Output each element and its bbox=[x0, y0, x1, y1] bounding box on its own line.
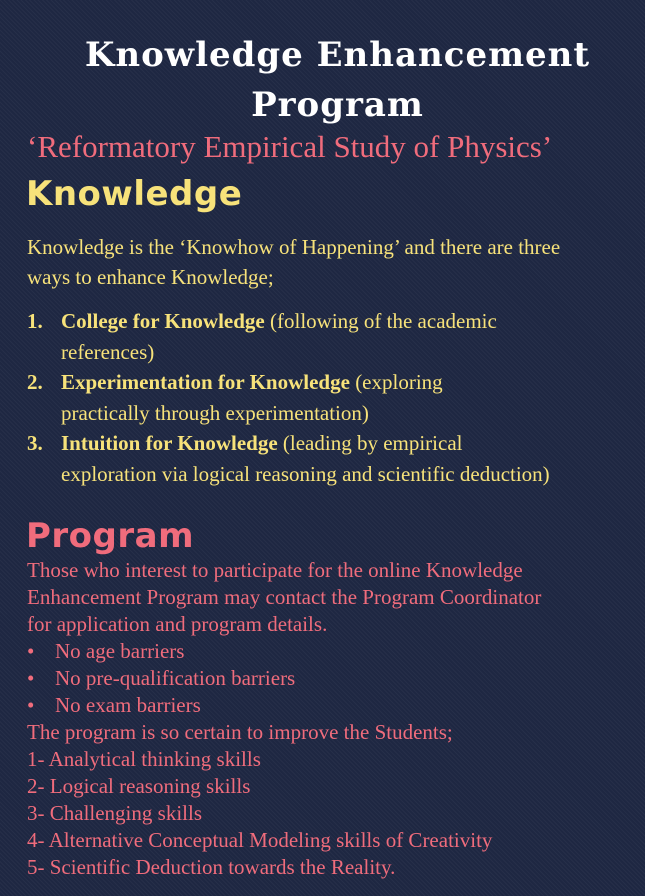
barrier-item bbox=[27, 665, 645, 692]
program-heading: Program bbox=[26, 516, 195, 556]
skill-item: 1- Analytical thinking skills bbox=[27, 747, 261, 771]
bullet-icon: • bbox=[27, 666, 35, 690]
page-title bbox=[0, 30, 645, 130]
item-description: (following of the academic bbox=[264, 309, 497, 333]
item-number: 2. bbox=[27, 370, 43, 394]
item-description-continued: references) bbox=[61, 339, 155, 364]
barrier-text: No pre-qualification barriers bbox=[55, 666, 296, 690]
improve-statement: The program is so certain to improve the Students; bbox=[27, 720, 453, 744]
item-title: Intuition for Knowledge bbox=[61, 431, 278, 455]
skill-item: 5- Scientific Deduction towards the Reality. bbox=[27, 855, 396, 879]
knowledge-way-item bbox=[27, 367, 645, 428]
barrier-text: No age barriers bbox=[55, 639, 185, 663]
item-description: (exploring bbox=[349, 370, 443, 394]
barrier-text: No exam barriers bbox=[55, 693, 201, 717]
title-line-1: Knowledge Enhancement bbox=[84, 35, 591, 75]
title-line-2: Program bbox=[251, 85, 424, 125]
item-number: 1. bbox=[27, 309, 43, 333]
knowledge-intro bbox=[27, 232, 645, 292]
item-description-continued: practically through experimentation) bbox=[61, 400, 369, 425]
subtitle: ‘Reformatory Empirical Study of Physics’ bbox=[27, 129, 553, 164]
barriers-list bbox=[27, 638, 645, 719]
bullet-icon: • bbox=[27, 639, 35, 663]
item-description-continued: exploration via logical reasoning and scientific deduction) bbox=[61, 461, 550, 486]
skill-item: 4- Alternative Conceptual Modeling skills of Creativity bbox=[27, 828, 493, 852]
item-title: College for Knowledge bbox=[61, 309, 265, 333]
knowledge-way-item bbox=[27, 306, 645, 367]
item-title: Experimentation for Knowledge bbox=[61, 370, 350, 394]
item-description: (leading by empirical bbox=[277, 431, 463, 455]
skill-item: 2- Logical reasoning skills bbox=[27, 774, 251, 798]
knowledge-ways-list bbox=[27, 306, 645, 489]
barrier-item bbox=[27, 638, 645, 665]
knowledge-way-item bbox=[27, 428, 645, 489]
knowledge-intro-line-1: Knowledge is the ‘Knowhow of Happening’ and there are three bbox=[27, 235, 561, 259]
program-intro-line-1: Those who interest to participate for the online Knowledge bbox=[27, 558, 523, 582]
bullet-icon: • bbox=[27, 693, 35, 717]
item-number: 3. bbox=[27, 431, 43, 455]
barrier-item bbox=[27, 692, 645, 719]
program-intro-line-3: for application and program details. bbox=[27, 612, 328, 636]
program-intro-line-2: Enhancement Program may contact the Program Coordinator bbox=[27, 585, 542, 609]
knowledge-heading: Knowledge bbox=[26, 174, 243, 214]
skill-item: 3- Challenging skills bbox=[27, 801, 202, 825]
knowledge-intro-line-2: ways to enhance Knowledge; bbox=[27, 265, 274, 289]
program-section bbox=[27, 557, 645, 881]
